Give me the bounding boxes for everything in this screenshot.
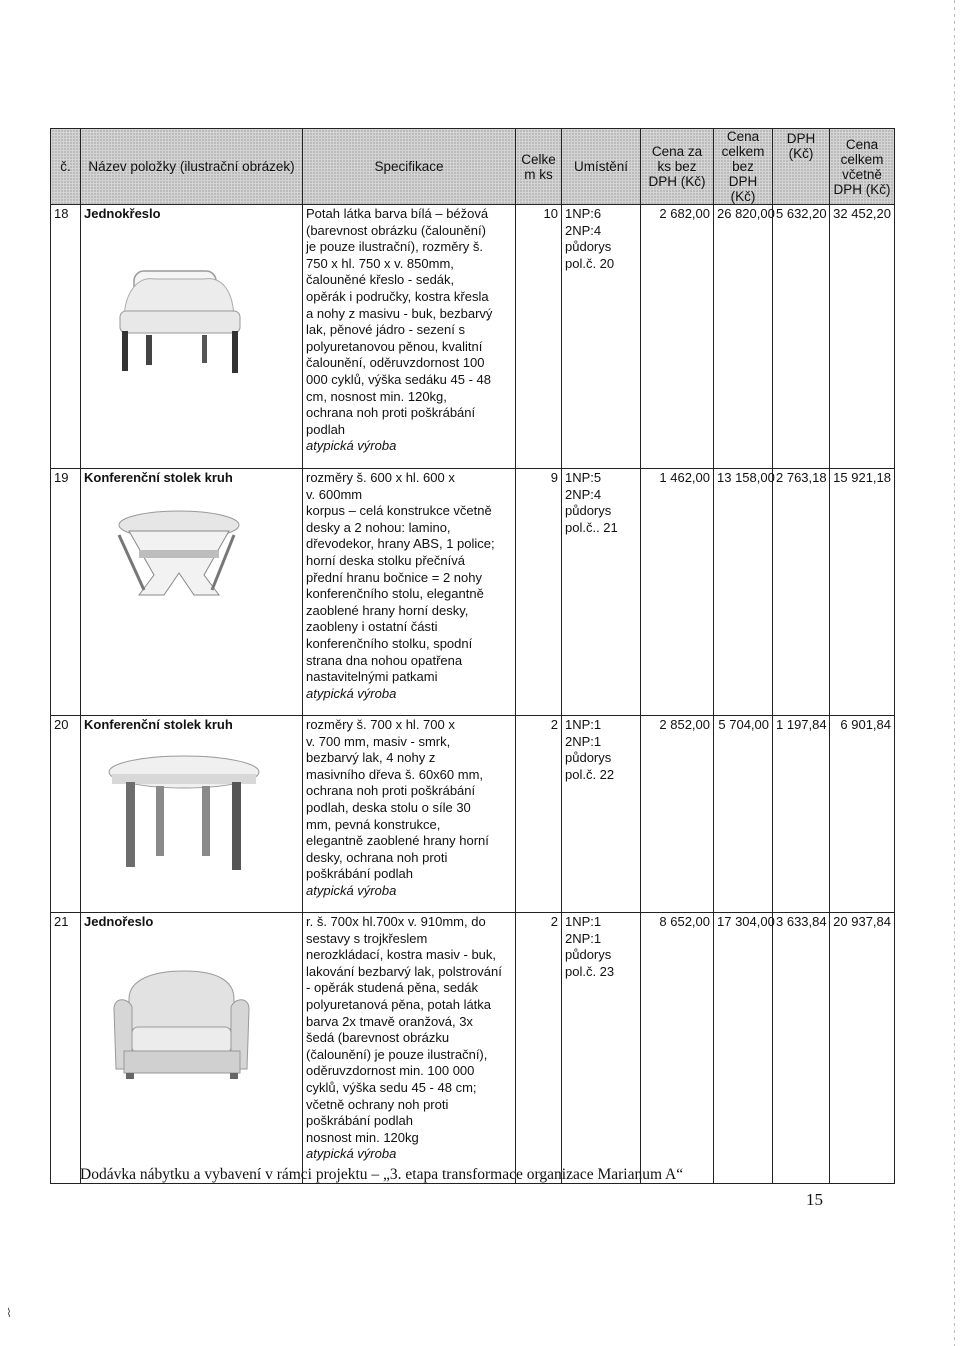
table-row	[51, 469, 895, 716]
row-number: 21	[51, 913, 81, 1184]
table-row	[51, 716, 895, 913]
table-header-row	[51, 129, 895, 205]
unit-price: 2 682,00	[641, 205, 714, 469]
upholstered-armchair-illustration	[84, 939, 284, 1099]
location: 1NP:1 2NP:1 půdorys pol.č. 22	[562, 716, 641, 913]
header-no: č.	[51, 129, 81, 205]
item-name: Jednořeslo	[84, 914, 154, 929]
quantity: 2	[516, 913, 562, 1184]
unit-price: 8 652,00	[641, 913, 714, 1184]
vat-amount: 3 633,84	[773, 913, 830, 1184]
document-footer: Dodávka nábytku a vybavení v rámci projektu – „3. etapa transformace organizace Marianum A“	[80, 1166, 684, 1183]
specification-text: rozměry š. 700 x hl. 700 x v. 700 mm, masiv - smrk, bezbarvý lak, 4 nohy z masivního dřeva š. 60x60 mm, ochrana noh proti poškrábání podlah, deska stolu o síle 30 mm, pevná konstrukce, elegantně zaoblené hrany horní desky, ochrana noh proti poškrábání podlah	[306, 717, 489, 882]
specification-text: rozměry š. 600 x hl. 600 x v. 600mm korpus – celá konstrukce včetně desky a 2 nohou: lamino, dřevodekor, hrany ABS, 1 police; horní deska stolku přečnívá přední hranu bočnice = 2 nohy konferenčního stolu, elegantně zaoblené hrany horní desky, zaobleny i ostatní části konferenčního stolku, spodní strana dna nohou opatřena nastavitelnými patkami	[306, 470, 495, 685]
furniture-items-table	[50, 128, 895, 1184]
specification-cell	[303, 469, 516, 716]
unit-price: 1 462,00	[641, 469, 714, 716]
header-vat: DPH (Kč)	[773, 129, 830, 205]
total-inc-vat: 32 452,20	[830, 205, 895, 469]
specification-cell	[303, 205, 516, 469]
header-total-ex-vat: Cena celkem bez DPH (Kč)	[714, 129, 773, 205]
vat-amount: 5 632,20	[773, 205, 830, 469]
vat-amount: 1 197,84	[773, 716, 830, 913]
location: 1NP:6 2NP:4 půdorys pol.č. 20	[562, 205, 641, 469]
specification-text: Potah látka barva bílá – béžová (barevnost obrázku (čalounění) je pouze ilustrační), rozměry š. 750 x hl. 750 x v. 850mm, čalouněné křeslo - sedák, opěrák i područky, kostra křesla a nohy z masivu - buk, bezbarvý lak, pěnové jádro - sezení s polyuretanovou pěnou, kvalitní čalounění, oděruvzdornost 100 000 cyklů, výška sedáku 45 - 48 cm, nosnost min. 120kg, ochrana noh proti poškrábání podlah	[306, 206, 493, 437]
item-name: Jednokřeslo	[84, 206, 161, 221]
location: 1NP:5 2NP:4 půdorys pol.č.. 21	[562, 469, 641, 716]
row-number: 20	[51, 716, 81, 913]
item-name: Konferenční stolek kruh	[84, 470, 233, 485]
specification-cell	[303, 716, 516, 913]
specification-note: atypická výroba	[306, 438, 397, 454]
table-row	[51, 205, 895, 469]
quantity: 9	[516, 469, 562, 716]
header-total-inc-vat: Cena celkem včetně DPH (Kč)	[830, 129, 895, 205]
total-ex-vat: 13 158,00	[714, 469, 773, 716]
location: 1NP:1 2NP:1 půdorys pol.č. 23	[562, 913, 641, 1184]
unit-price: 2 852,00	[641, 716, 714, 913]
coffee-table-illustration	[84, 495, 284, 605]
item-name-cell	[81, 716, 303, 913]
armchair-illustration	[84, 231, 284, 381]
specification-note: atypická výroba	[306, 882, 397, 898]
specification-note: atypická výroba	[306, 685, 397, 701]
item-name: Konferenční stolek kruh	[84, 717, 233, 732]
specification-cell	[303, 913, 516, 1184]
header-name: Název položky (ilustrační obrázek)	[81, 129, 303, 205]
table-row	[51, 913, 895, 1184]
round-table-illustration	[84, 742, 284, 892]
header-location: Umístění	[562, 129, 641, 205]
total-ex-vat: 26 820,00	[714, 205, 773, 469]
total-ex-vat: 17 304,00	[714, 913, 773, 1184]
quantity: 10	[516, 205, 562, 469]
total-inc-vat: 6 901,84	[830, 716, 895, 913]
vat-amount: 2 763,18	[773, 469, 830, 716]
quantity: 2	[516, 716, 562, 913]
item-name-cell	[81, 469, 303, 716]
header-qty: Celke m ks	[516, 129, 562, 205]
header-unit-price: Cena za ks bez DPH (Kč)	[641, 129, 714, 205]
specification-text: r. š. 700x hl.700x v. 910mm, do sestavy s trojkřeslem nerozkládací, kostra masiv - buk, lakování bezbarvý lak, polstrování - opěrák studená pěna, sedák polyuretanová pěna, potah látka barva 2x tmavě oranžová, 3x šedá (barevnost obrázku (čalounění) je pouze ilustrační), oděruvzdornost min. 100 000 cyklů, výška sedu 45 - 48 cm; včetně ochrany noh proti poškrábání podlah nosnost min. 120kg	[306, 914, 502, 1145]
total-inc-vat: 15 921,18	[830, 469, 895, 716]
total-inc-vat: 20 937,84	[830, 913, 895, 1184]
item-name-cell	[81, 913, 303, 1184]
item-name-cell	[81, 205, 303, 469]
total-ex-vat: 5 704,00	[714, 716, 773, 913]
row-number: 19	[51, 469, 81, 716]
row-number: 18	[51, 205, 81, 469]
scan-mark: ⌇	[6, 1306, 12, 1320]
specification-note: atypická výroba	[306, 1146, 397, 1162]
page-number: 15	[806, 1190, 823, 1209]
header-spec: Specifikace	[303, 129, 516, 205]
scan-edge-line	[954, 0, 955, 1346]
